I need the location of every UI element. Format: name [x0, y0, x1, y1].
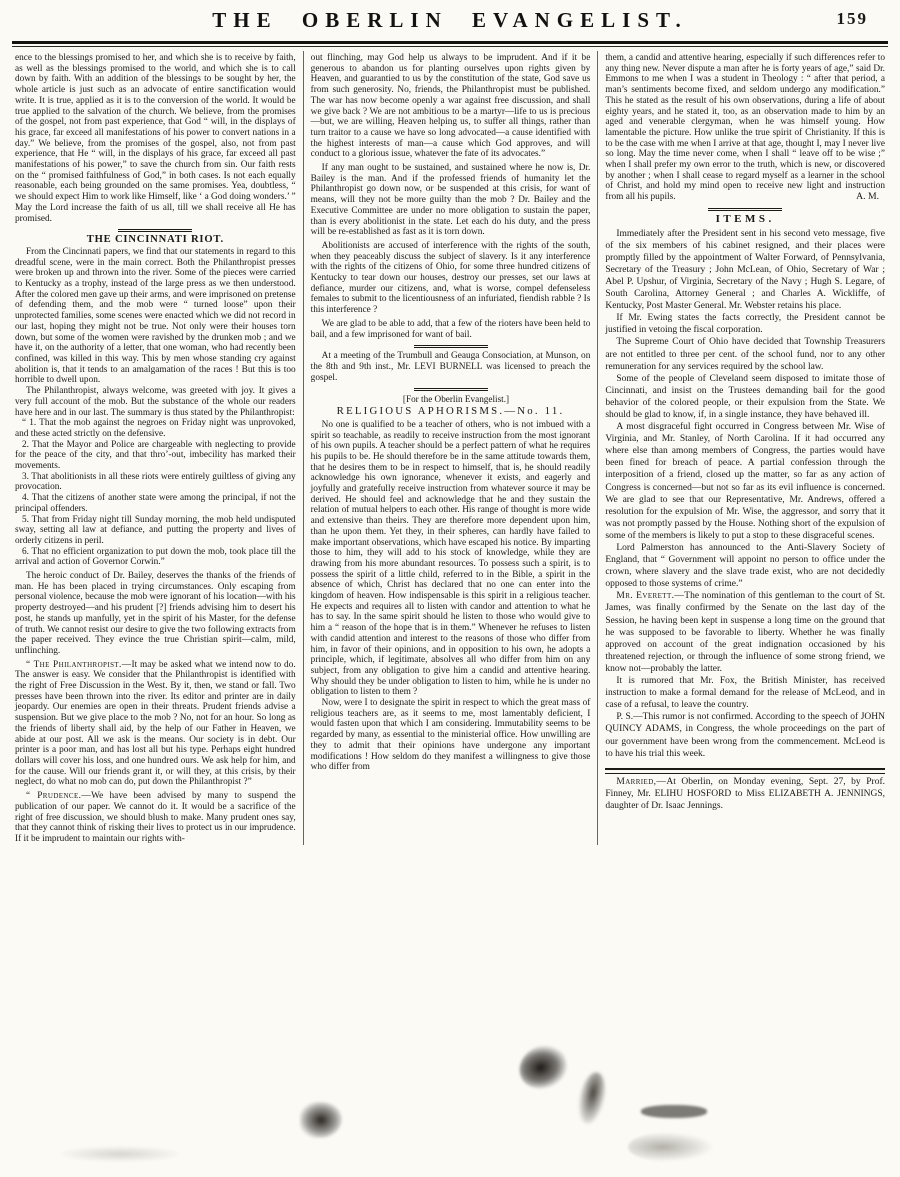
aphorisms-paragraph: No one is qualified to be a teacher of others, who is not imbued with a spirit so teachable, as readily to receive instruction from the most ignorant of his own pupils. A teacher should be a perfect pattern of what he requires his pupils to be. He should therefore be in the same attitude towards them, that he desires them to be in respect to himself, that is, he should readily acknowledge his own ignorance, whenever it exists, and eagerly and joyfully and gratefully receive instruction from whatever source it may be derived. He should feel and acknowledge that he and they sustain the relation of mutual helpers to each other. His range of thought is more wide and extensive than theirs. They are therefore more dependent upon him, than he upon them. Yet they, in their spheres, can hardly have failed to make important observations, which have escaped his notice. By imparting those to him, they will add to his stock of knowledge, while they are drawing from his more abundant resources. To possess such a spirit, is to possess the spirit of a little child, referred to in the Bible, a spirit in the absence of which, Christ has declared that no one can enter into the kingdom of heaven. How indispensable is this spirit in a religious teacher. He expects and requires all to listen with candor and attention to what he has to say. In the same spirit should he listen to those who would give to him a “ reason of the hope that is in them.” Whenever he refuses to listen with candid attention and interest to the reasons of those who differ from him, in favor of their opinions, and in opposition to his own, he adopts a principle, which, if legitimate, absolves all who differ from him on any subject, from any obligation to give him a candid and attentive hearing. Why should they be under obligation to listen to him, while he is under no obligation to listen to them ?: [310, 419, 591, 698]
column-1: [8, 51, 303, 845]
paragraph: The Philanthropist, always welcome, was greeted with joy. It gives a very full account of the mob. But the substance of the whole our readers have here and in our last. The summary is thus stated by the Philanthropist:: [15, 386, 296, 418]
extract-paragraph: [15, 660, 296, 788]
section-rule: [414, 345, 488, 348]
summary-item: 5. That from Friday night till Sunday morning, the mob held undisputed sway, setting all law at defiance, and putting the property and lives of orderly citizens in peril.: [15, 514, 296, 546]
masthead-title: THE OBERLIN EVANGELIST.: [212, 8, 688, 32]
news-item: P. S.—This rumor is not confirmed. According to the speech of JOHN QUINCY ADAMS, in Congress, the whole proceedings on the part of our government have been wrong from the commencement. McLeod is to have his trial this week.: [605, 712, 886, 759]
masthead: [0, 0, 900, 38]
continuation-paragraph: them, a candid and attentive hearing, especially if such differences refer to any thing new. Never dispute a man after he is forty years of age,” said Dr. Emmons to me when I was a student in Theology : “ after that period, a man’s sentiments become fixed, and seldom undergo any modification.” This he stated as the result of his own observations, during a life of about eighty years, and he stated it, too, as an observation made to him by an aged and venerable clergyman, when he was himself young. How lamentable the picture. How unlike the true spirit of Christianity. If this is to be the case with me when I arrive at that age, thought I, may I never live so long. May the time never come, when I shall “ leave off to be wise ;” when I shall prefer my own error to the truth, which is new, or discovered by another ; when I shall cease to regard myself as a learner in the school of Christ, and hold my mind open to receive new light and instruction from all his pupils.: [605, 53, 886, 203]
ink-blot: [300, 1102, 342, 1138]
extract-body: It may be asked what we intend now to do. The answer is easy. We consider that the Philanthropist is identified with the right of Free Discussion in the West. By it, then, we stand or fall. Two presses have been thrown into the river. Its editor and printer are in daily jeopardy. Our enemies are open in their threats. Prudent friends advise a suspension. But we give place to the mob ? No, not for an hour. So long as the friends of liberty shall aid, by the help of our Father in Heaven, we abide at our post. All we ask is the means. Our society is in debt. Our printer is a poor man, and has lost all but his type. Perhaps eight hundred dollars will cover his loss, and one hundred ours. We ask help for him, and for the cause. Will our friends grant it, or will they, at this crisis, by their neglect, do what no mob can do, put down the Philanthropist ?”: [15, 659, 296, 788]
page-number: 159: [836, 9, 868, 28]
extract-lead: “ The Philanthropist.—: [26, 659, 132, 670]
married-notice: [605, 776, 885, 812]
ink-blot: [641, 1105, 707, 1118]
section-rule: [118, 229, 192, 232]
aphorisms-credit: [For the Oberlin Evangelist.]: [402, 394, 510, 405]
masthead-rule: [12, 41, 888, 47]
continuation-paragraph: out flinching, may God help us always to be imprudent. And if it be generous to abandon us for planting ourselves upon rights given by Heaven, and guarantied to us by the constitution of the state, God save us from such generosity. No, friends, the Philanthropist must be published. The war has now become openly a war against free discussion, and shall we give back ? We are not ambitious to be a martyr—life to us is precious—but, we are willing, Heaven helping us, to suffer all things, rather than turn traitor to a cause we have so long advocated—a cause identified with the highest interests of man—a cause which God approves, and will conduct to a glorious issue, whatever the fate of its advocates.”: [310, 53, 591, 160]
section-heading-items: ITEMS.: [715, 212, 775, 225]
married-lead: Married,—: [616, 776, 667, 787]
summary-item: “ 1. That the mob against the negroes on Friday night was unprovoked, and these acted strictly on the defensive.: [15, 418, 296, 439]
paragraph: Abolitionists are accused of interference with the rights of the south, when they peaceably discuss the subject of slavery. Is it any interference with the rights of the citizens of Ohio, for some three hundred citizens of Kentucky to tear down our houses, destroy our presses, set our laws at defiance, murder our citizens, and, what is worse, compel defenseless females to submit to the licentiousness of an infuriated, fiendish rabble ? Is this interference ?: [310, 240, 591, 316]
news-item: A most disgraceful fight occurred in Congress between Mr. Wise of Virginia, and Mr. Stanley, of North Carolina. If it had occurred any where else than among members of Congress, the parties would have been fined for breach of peace. A partial confession through the interposition of a friend, closed up the matter, so far as any action of Congress is concerned—but not so far as its evil influence is concerned. We are glad to see that our Representative, Mr. Andrews, offered a resolution for the expulsion of Mr. Wise, the aggressor, and sorry that it was not promptly passed by the House. Nothing short of the expulsion of some of the members is likely to put a stop to these disgraceful scenes.: [605, 422, 886, 541]
news-item: The Supreme Court of Ohio have decided that Township Treasurers are not entitled to three per cent. of the school fund, nor to any other remuneration for any services required by the school law.: [605, 337, 886, 372]
news-item: Immediately after the President sent in his second veto message, five of the six members of his cabinet resigned, and their places were promptly filled by the appointment of Walter Forward, of Pennsylvania, Secretary of the Treasury ; John McLean, of Ohio, Secretary of War ; Abel P. Upshur, of Virginia, Secretary of the Navy ; Hugh S. Legare, of South Carolina, Attorney General ; and Charles A. Wickliffe, of Kentucky, Post Master General. Mr. Webster retains his place.: [605, 228, 886, 312]
married-body: At Oberlin, on Monday evening, Sept. 27, by Prof. Finney, Mr. ELIHU HOSFORD to Miss ELIZABETH A. JENNINGS, daughter of Dr. Isaac Jennings.: [605, 776, 886, 811]
everett-body: The nomination of this gentleman to the court of St. James, was finally confirmed by the Senate on the last day of the Session, he having been kept in suspense a long time on the ground that he was supposed to be favorable to liberty. Whether he was finally approved on account of the great indignation occasioned by his threatened rejection, or through the influence of some strong friend, we know not—probably the latter.: [605, 591, 886, 674]
signature: A. M.: [856, 191, 880, 203]
news-item: Some of the people of Cleveland seem disposed to imitate those of Cincinnati, and insist on the Trustees demanding bail for the good behavior of the colored people, or their expulsion from the State. We should be glad to know, if, in a single instance, they have behaved ill.: [605, 373, 886, 420]
paragraph: If any man ought to be sustained, and sustained where he now is, Dr. Bailey is the man. And if the professed friends of humanity let the Philanthropist go down now, or be suspended at this crisis, for want of means, will they not be more guilty than the mob ? Dr. Bailey and the Executive Committee are under no more obligation to sustain the paper, than is every abolitionist in the state. Let each do his duty, and the press will be re-established as fast as it is torn down.: [310, 163, 591, 238]
wide-rule: [605, 768, 885, 774]
news-item: If Mr. Ewing states the facts correctly, the President cannot be justified in vetoing the fiscal corporation.: [605, 313, 886, 336]
extract-body: We have been advised by many to suspend the publication of our paper. We cannot do it. It would be a sacrifice of the right of free discussion, we should blush to make. Many prudent ones say, that they cannot think of risking their lives to protect us in our imprudence. If it be imprudent to maintain our rights with-: [15, 791, 296, 844]
summary-item: 4. That the citizens of another state were among the principal, if not the principal offenders.: [15, 493, 296, 514]
ink-blot: [575, 1070, 609, 1126]
summary-item: 3. That abolitionists in all these riots were entirely guiltless of giving any provocation.: [15, 471, 296, 493]
everett-lead: Mr. Everett.—: [616, 591, 685, 602]
paragraph: From the Cincinnati papers, we find that our statements in regard to this dreadful scene, were in the main correct. Both the Philanthropist presses were broken up and thrown into the river. Some of the pieces were carried to Kentucky as a trophy, instead of the large press as we then understood. After the colored men gave up their arms, and were imprisoned on pretense of defending them, and the mob were “ turned loose” upon their unprotected families, some scenes were enacted which we did not record in our last, hoping they might not be true. Not only were their houses torn down, but some of the women were ravished by the drunken mob ; and we have it, on the authority of a letter, that one woman, who had recently been confined, was killed in this way. This by men whose standing cry against abolition is, that it tends to an amalgamation of the races ! But this is too horrible to dwell upon.: [15, 246, 296, 386]
summary-item: 2. That the Mayor and Police are chargeable with neglecting to provide for the peace of the city, and that thro’-out, imbecility has marked their movements.: [15, 439, 296, 472]
consociation-paragraph: At a meeting of the Trumbull and Geauga Consociation, at Munson, on the 8th and 9th inst., Mr. LEVI BURNELL was licensed to preach the gospel.: [310, 351, 591, 383]
news-item: It is rumored that Mr. Fox, the British Minister, has received instruction to make a formal demand for the release of McLeod, and in case of a refusal, to leave the country.: [605, 676, 886, 711]
extract-lead: “ Prudence.—: [26, 791, 92, 802]
news-item: [605, 590, 885, 675]
paragraph: We are glad to be able to add, that a few of the rioters have been held to bail, and a few imprisoned for want of bail.: [310, 318, 591, 340]
ink-blot: [515, 1041, 572, 1093]
section-heading-religious-aphorisms: RELIGIOUS APHORISMS.—No. 11.: [336, 405, 565, 418]
section-heading-cincinnati-riot: THE CINCINNATI RIOT.: [86, 234, 224, 246]
ink-blot: [628, 1132, 714, 1162]
ink-blot: [60, 1146, 180, 1162]
paragraph: The heroic conduct of Dr. Bailey, deserves the thanks of the friends of man. He has been placed in trying circumstances. Only escaping from personal violence, because the mob were ignorant of his location—with his property destroyed—and his prudent [?] friends advising him to desert his post, he stands up manfully, yet in the spirit of his Master, for the defense of truth. We cannot resist our desire to give the two following extracts from the paper received. They evince the true Christian spirit—calm, mild, unflinching.: [15, 571, 296, 656]
section-rule: [708, 208, 782, 211]
column-3: [597, 51, 892, 845]
aphorisms-paragraph: Now, were I to designate the spirit in respect to which the great mass of religious teachers are, as it seems to me, most lamentably deficient, I would fasten upon that which I am considering. Immutability seems to be regarded by many, as essential to the ministerial office. How unwilling are they to admit that their opinions have undergone any important modifications ! How seldom do they manifest a willingness to give those who differ from: [310, 698, 591, 773]
extract-paragraph: [15, 791, 296, 845]
section-rule: [414, 388, 488, 391]
summary-item: 6. That no efficient organization to put down the mob, took place till the arrival and action of Governor Corwin.”: [15, 546, 296, 568]
columns: [8, 51, 892, 845]
continuation-paragraph: ence to the blessings promised to her, and which she is to receive by faith, as well as the blessings promised to the world, and which she is to call down by faith. With an addition of the blessings to be sought by her, the whole article is just such as an advocate of entire sanctification would write. It is true, applied as it is to the conversion of the world. It would be true applied to the salvation of the church. We believe, from the promises of the gospel, not from past experience, that God “ will, in the displays of his grace, far exceed all manifestations of his power to convert nations in a day.” We believe, from the promises of the gospel, also, not from past experience, that He “ will, in the displays of his grace, far exceed all past manifestations of his power,” to save the church from sin. Our faith rests on the “ promised faithfulness of God,” in both cases. Is not each equally reasonable, each being grounded on the same promises. Yea, doubtless, “ we should expect Him to work like Himself, like ‘ a God doing wonders.’ ” May the Lord increase the faith of us all, till we shall receive all He has promised.: [15, 53, 296, 224]
column-2: [303, 51, 598, 845]
news-item: Lord Palmerston has announced to the Anti-Slavery Society of England, that “ Government will appoint no person to office under the crown, where slavery and the slave trade exist, who are not decidedly opposed to those systems of crime.”: [605, 543, 886, 590]
